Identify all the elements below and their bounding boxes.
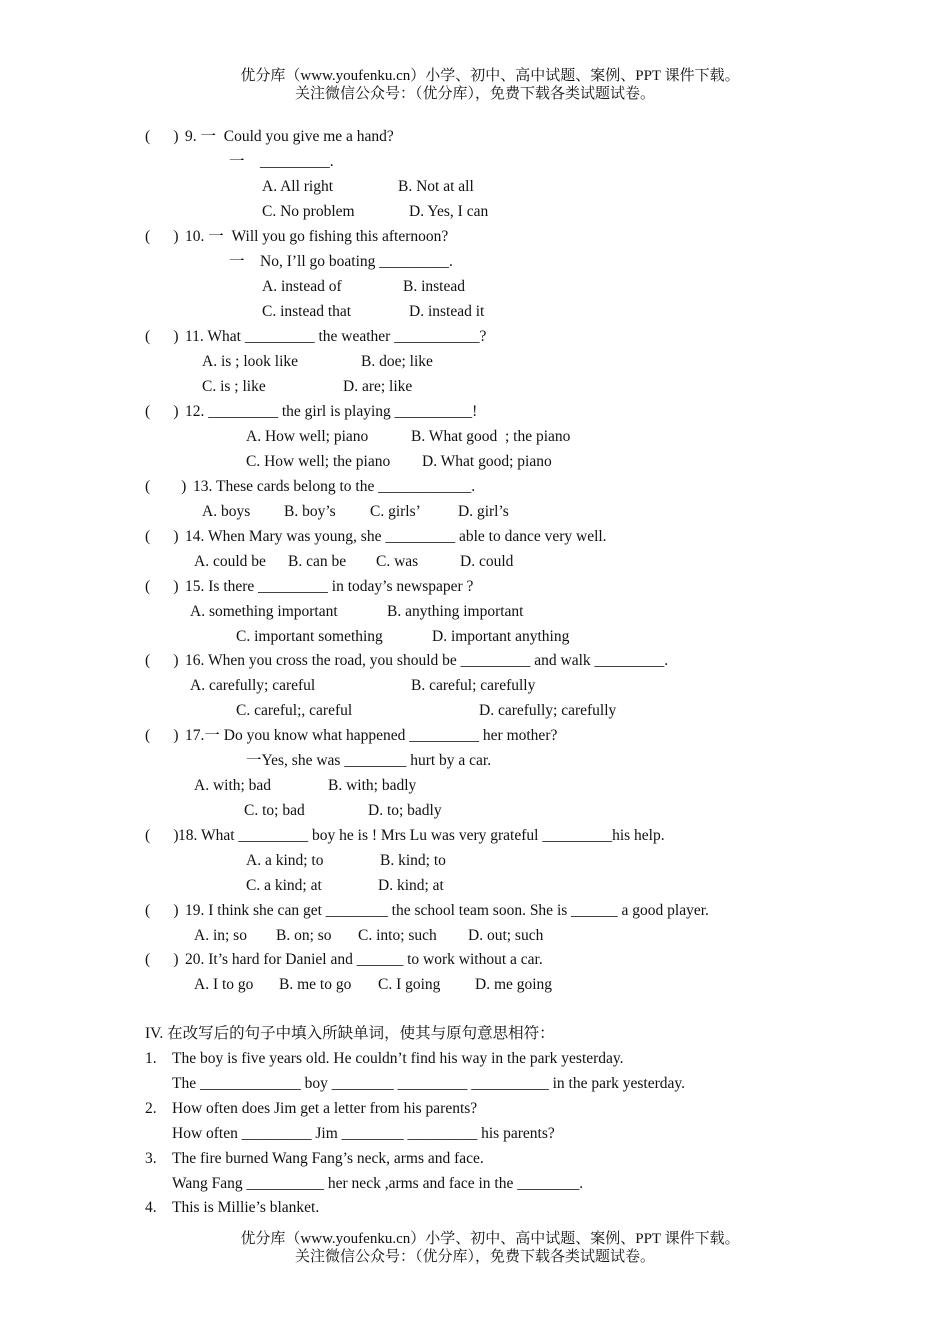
option-b: B. What good ; the piano <box>411 428 571 445</box>
answer-bracket[interactable]: ( ) <box>145 578 179 595</box>
answer-bracket[interactable]: ( ) <box>145 951 179 968</box>
option-c: C. was <box>376 553 419 570</box>
question-stem: 20. It’s hard for Daniel and ______ to work without a car. <box>185 951 543 968</box>
option-b: B. instead <box>403 278 465 295</box>
option-d: D. to; badly <box>368 802 442 819</box>
item-number: 4. <box>145 1199 157 1216</box>
answer-bracket[interactable]: ( ) <box>145 727 179 744</box>
option-d: D. carefully; carefully <box>479 702 617 719</box>
rewrite-sentence[interactable]: How often _________ Jim ________ _________ his parents? <box>172 1125 555 1142</box>
question-stem: 15. Is there _________ in today’s newspaper ? <box>185 578 474 595</box>
option-d: D. girl’s <box>458 503 509 520</box>
original-sentence: How often does Jim get a letter from his parents? <box>172 1100 478 1117</box>
question-stem: 10. 一 Will you go fishing this afternoon? <box>185 228 449 245</box>
item-number: 3. <box>145 1150 157 1167</box>
option-d: D. are; like <box>343 378 413 395</box>
option-d: D. Yes, I can <box>409 203 489 220</box>
option-a: A. something important <box>190 603 338 620</box>
rewrite-sentence[interactable]: Wang Fang __________ her neck ,arms and face in the ________. <box>172 1175 584 1192</box>
original-sentence: The fire burned Wang Fang’s neck, arms and face. <box>172 1150 484 1167</box>
option-a: A. How well; piano <box>246 428 369 445</box>
option-b: B. kind; to <box>380 852 446 869</box>
question-stem: 18. What _________ boy he is ! Mrs Lu was very grateful _________his help. <box>178 827 665 844</box>
item-number: 1. <box>145 1050 157 1067</box>
option-a: A. a kind; to <box>246 852 324 869</box>
answer-bracket[interactable]: ( ) <box>145 528 179 545</box>
question-stem: 19. I think she can get ________ the school team soon. She is ______ a good player. <box>185 902 709 919</box>
question-stem: 11. What _________ the weather ___________? <box>185 328 487 345</box>
option-a: A. boys <box>202 503 251 520</box>
question-stem: 9. 一 Could you give me a hand? <box>185 128 394 145</box>
option-c: C. girls’ <box>370 503 421 520</box>
page-footer <box>0 1230 950 1266</box>
option-c: C. is ; like <box>202 378 266 395</box>
rewrite-sentence[interactable]: The _____________ boy ________ _________ __________ in the park yesterday. <box>172 1075 686 1092</box>
answer-bracket[interactable]: ( ) <box>145 403 179 420</box>
answer-bracket[interactable]: ( ) <box>145 902 179 919</box>
option-a: A. in; so <box>194 927 247 944</box>
option-b: B. can be <box>288 553 347 570</box>
header-line-2: 关注微信公众号：（优分库），免费下载各类试题试卷。 <box>294 86 655 102</box>
option-a: A. could be <box>194 553 266 570</box>
option-b: B. with; badly <box>328 777 417 794</box>
original-sentence: This is Millie’s blanket. <box>172 1199 320 1216</box>
question-reply: 一 No, I’ll go boating _________. <box>229 253 453 270</box>
option-d: D. instead it <box>409 303 485 320</box>
original-sentence: The boy is five years old. He couldn’t find his way in the park yesterday. <box>172 1050 624 1067</box>
option-d: D. out; such <box>468 927 544 944</box>
answer-bracket[interactable]: ( ) <box>145 228 179 245</box>
option-a: A. with; bad <box>194 777 272 794</box>
option-b: B. anything important <box>387 603 524 620</box>
option-a: A. is ; look like <box>202 353 299 370</box>
option-c: C. instead that <box>262 303 352 320</box>
question-stem: 12. _________ the girl is playing __________! <box>185 403 478 420</box>
option-b: B. on; so <box>276 927 332 944</box>
answer-bracket[interactable]: ( ) <box>145 478 187 495</box>
option-c: C. a kind; at <box>246 877 322 894</box>
option-c: C. No problem <box>262 203 355 220</box>
footer-line-1: 优分库（www.youfenku.cn）小学、初中、高中试题、案例、PPT 课件下载。 <box>240 1231 740 1247</box>
option-d: D. What good; piano <box>422 453 552 470</box>
question-reply: 一Yes, she was ________ hurt by a car. <box>246 752 492 769</box>
question-stem: 17.一 Do you know what happened _________ her mother? <box>185 727 558 744</box>
question-reply: 一 _________. <box>229 153 334 170</box>
header-line-1: 优分库（www.youfenku.cn）小学、初中、高中试题、案例、PPT 课件下载。 <box>240 68 740 84</box>
question-stem: 14. When Mary was young, she _________ able to dance very well. <box>185 528 607 545</box>
option-b: B. doe; like <box>361 353 433 370</box>
question-stem: 13. These cards belong to the ____________. <box>193 478 476 495</box>
footer-line-2: 关注微信公众号：（优分库），免费下载各类试题试卷。 <box>294 1249 655 1265</box>
item-number: 2. <box>145 1100 157 1117</box>
option-a: A. All right <box>262 178 334 195</box>
answer-bracket[interactable]: ( ) <box>145 328 179 345</box>
option-c: C. careful;, careful <box>236 702 353 719</box>
question-stem: 16. When you cross the road, you should be _________ and walk _________. <box>185 652 669 669</box>
option-c: C. into; such <box>358 927 437 944</box>
option-d: D. could <box>460 553 514 570</box>
option-a: A. instead of <box>262 278 342 295</box>
option-b: B. careful; carefully <box>411 677 536 694</box>
option-d: D. me going <box>475 976 553 993</box>
option-d: D. important anything <box>432 628 570 645</box>
option-c: C. important something <box>236 628 383 645</box>
section-title: IV. 在改写后的句子中填入所缺单词，使其与原句意思相符： <box>145 1025 555 1042</box>
answer-bracket[interactable]: ( ) <box>145 652 179 669</box>
option-a: A. carefully; careful <box>190 677 316 694</box>
page-header <box>0 67 950 103</box>
answer-bracket[interactable]: ( ) <box>145 827 179 844</box>
option-d: D. kind; at <box>378 877 444 894</box>
option-b: B. boy’s <box>284 503 336 520</box>
option-c: C. How well; the piano <box>246 453 391 470</box>
option-c: C. I going <box>378 976 441 993</box>
option-b: B. me to go <box>279 976 352 993</box>
answer-bracket[interactable]: ( ) <box>145 128 179 145</box>
option-a: A. I to go <box>194 976 254 993</box>
option-c: C. to; bad <box>244 802 305 819</box>
option-b: B. Not at all <box>398 178 474 195</box>
